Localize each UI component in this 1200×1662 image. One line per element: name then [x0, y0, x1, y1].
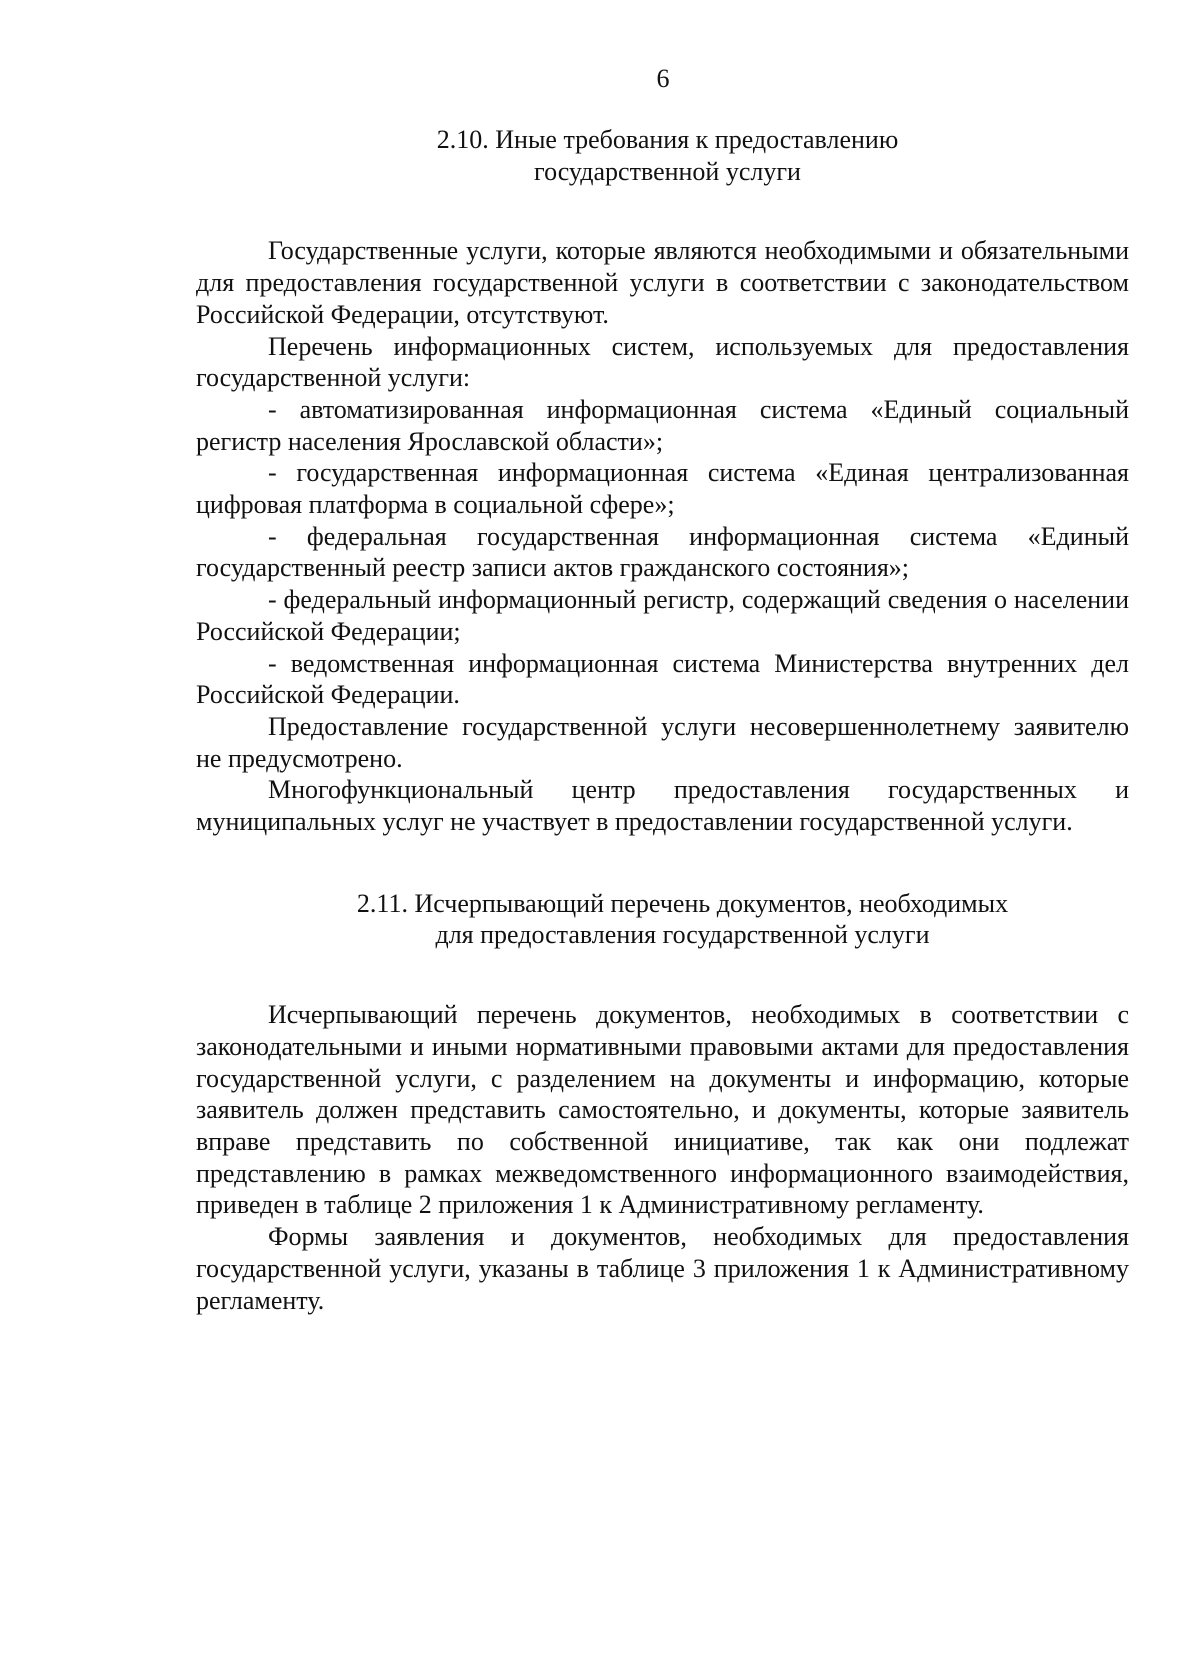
list-item: - ведомственная информационная система Министерства внутренних дел Российской Федерации. [196, 648, 1129, 710]
document-body [196, 124, 1129, 1316]
section-2-10-heading [206, 124, 1129, 187]
paragraph: Формы заявления и документов, необходимых для предоставления государственной услуги, указаны в таблице 3 приложения 1 к Административному регламенту. [196, 1222, 1129, 1315]
paragraph: Многофункциональный центр предоставления государственных и муниципальных услуг не участвует в предоставлении государственной услуги. [196, 775, 1129, 837]
section-2-10-body [196, 235, 1129, 837]
section-2-11-title-line2: для предоставления государственной услуги [435, 920, 930, 950]
list-item: - федеральная государственная информационная система «Единый государственный реестр записи актов гражданского состояния»; [196, 521, 1129, 583]
section-2-11-title-line1: 2.11. Исчерпывающий перечень документов, необходимых [356, 888, 1009, 918]
paragraph: Перечень информационных систем, используемых для предоставления государственной услуги: [196, 331, 1129, 393]
section-2-11-heading [236, 888, 1129, 951]
section-2-10-title-line2: государственной услуги [534, 156, 801, 186]
paragraph: Предоставление государственной услуги несовершеннолетнему заявителю не предусмотрено. [196, 711, 1129, 773]
list-item: - государственная информационная система «Единая централизованная цифровая платформа в социальной сфере»; [196, 458, 1129, 520]
paragraph: Государственные услуги, которые являются необходимыми и обязательными для предоставления государственной услуги в соответствии с законодательством Российской Федерации, отсутствуют. [196, 236, 1129, 329]
section-2-11-body [196, 999, 1129, 1316]
paragraph: Исчерпывающий перечень документов, необходимых в соответствии с законодательными и иными нормативными правовыми актами для предоставления государственной услуги, с разделением на документы и информацию, которые заявитель должен представить самостоятельно, и документы, которые заявитель вправе представить по собственной инициативе, так как они подлежат представлению в рамках межведомственного информационного взаимодействия, приведен в таблице 2 приложения 1 к Административному регламенту. [196, 1000, 1129, 1220]
page-number: 6 [656, 64, 670, 93]
section-2-10-title-line1: 2.10. Иные требования к предоставлению [436, 125, 899, 154]
list-item: - федеральный информационный регистр, содержащий сведения о населении Российской Федерации; [196, 585, 1129, 646]
list-item: - автоматизированная информационная система «Единый социальный регистр населения Ярославской области»; [196, 394, 1129, 456]
